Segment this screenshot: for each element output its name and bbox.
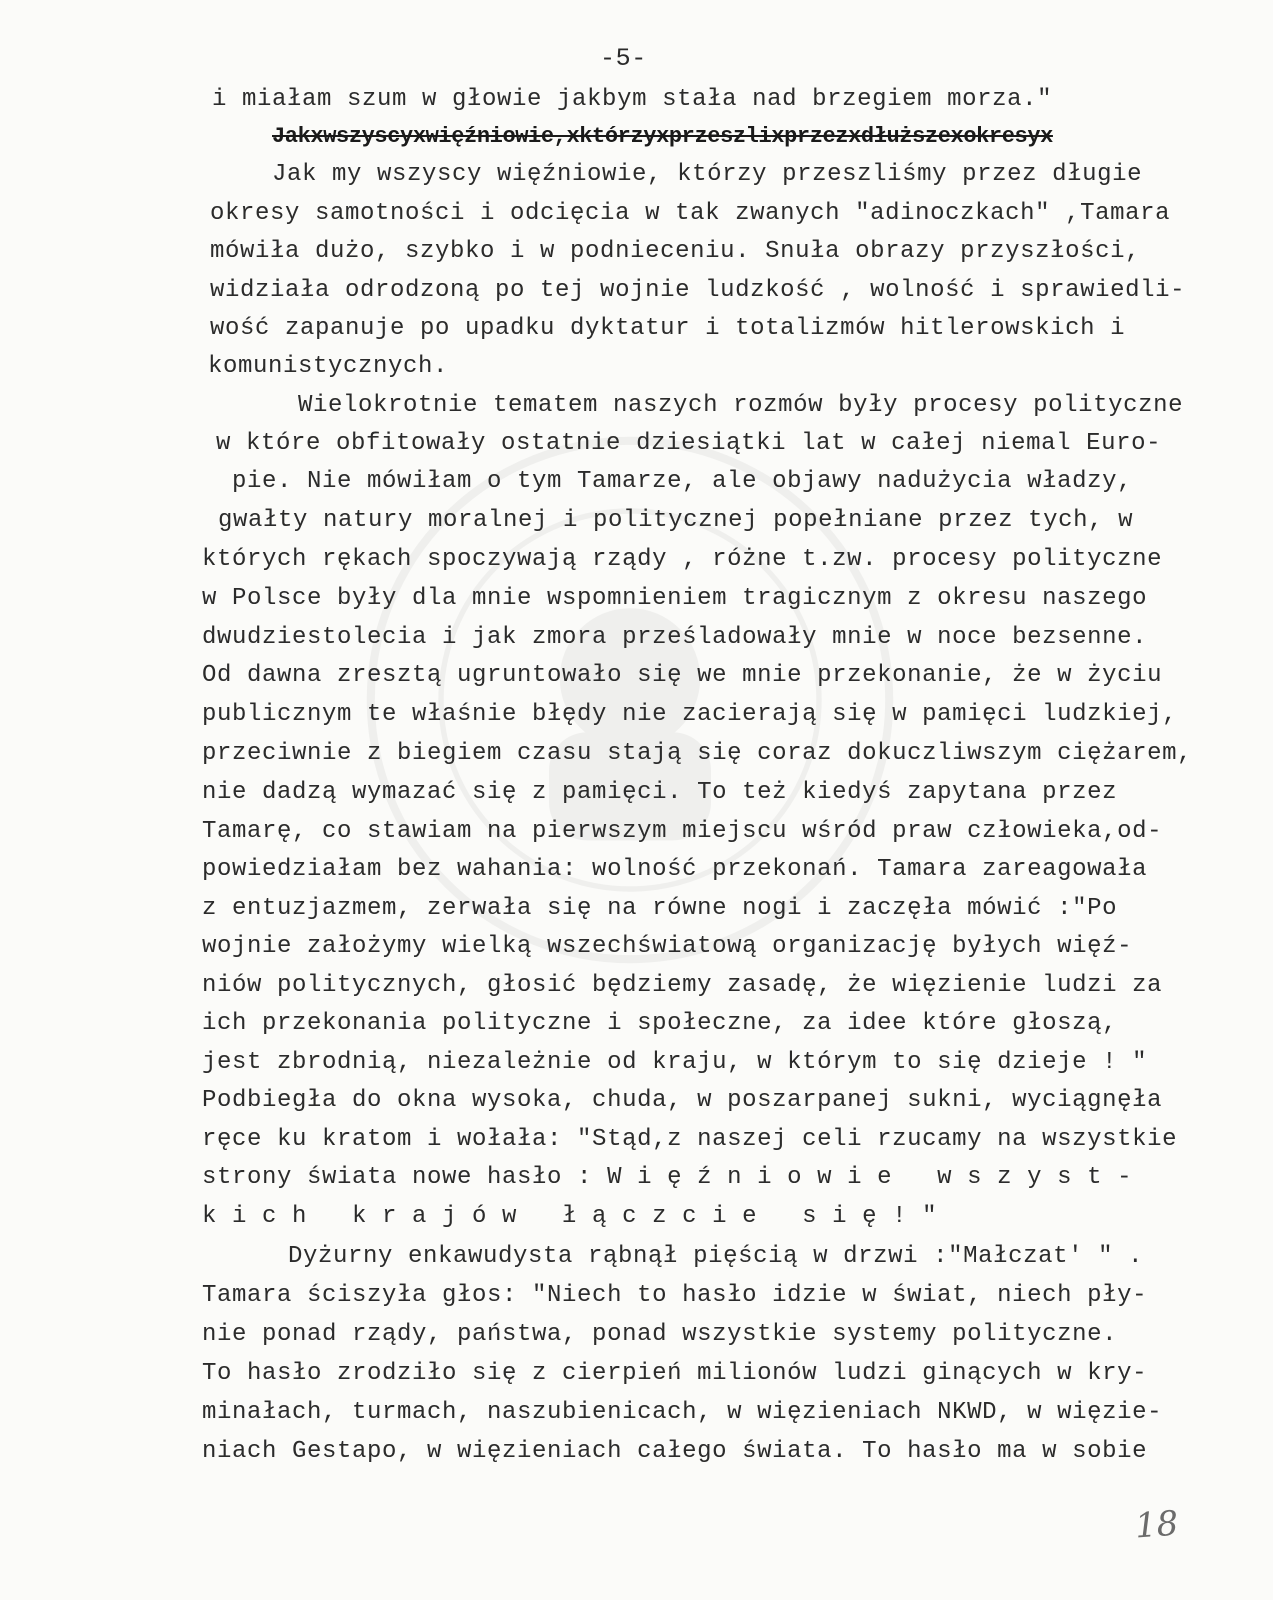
text-line: nie dadzą wymazać się z pamięci. To też kiedyś zapytana przez xyxy=(202,779,1118,806)
text-line: dwudziestolecia i jak zmora prześladowały mnie w noce bezsenne. xyxy=(202,624,1148,651)
text-line: komunistycznych. xyxy=(208,353,449,380)
text-line: i miałam szum w głowie jakbym stała nad brzegiem morza." xyxy=(212,86,1053,113)
text-line: wość zapanuje po upadku dyktatur i totalizmów hitlerowskich i xyxy=(210,315,1126,342)
text-line: gwałty natury moralnej i politycznej popełniane przez tych, w xyxy=(218,507,1134,534)
text-line: Tamara ściszyła głos: "Niech to hasło idzie w świat, niech pły- xyxy=(202,1282,1148,1309)
text-line: przeciwnie z biegiem czasu stają się coraz dokuczliwszym ciężarem, xyxy=(202,740,1193,767)
text-line: wojnie założymy wielką wszechświatową organizację byłych więź- xyxy=(202,933,1133,960)
text-line: nie ponad rządy, państwa, ponad wszystkie systemy polityczne. xyxy=(202,1321,1118,1348)
text-line: widziała odrodzoną po tej wojnie ludzkość , wolność i sprawiedli- xyxy=(210,277,1186,304)
text-line: minałach, turmach, naszubienicach, w więzieniach NKWD, w więzie- xyxy=(202,1399,1163,1426)
text-line: publicznym te właśnie błędy nie zacierają się w pamięci ludzkiej, xyxy=(202,701,1178,728)
text-line: niach Gestapo, w więzieniach całego świata. To hasło ma w sobie xyxy=(202,1438,1148,1465)
text-line: powiedziałam bez wahania: wolność przekonań. Tamara zareagowała xyxy=(202,856,1148,883)
text-line: z entuzjazmem, zerwała się na równe nogi i zaczęła mówić :"Po xyxy=(202,895,1118,922)
text-line: strony świata nowe hasło : W i ę ź n i o w i e w s z y s t - xyxy=(202,1164,1133,1191)
text-line: jest zbrodnią, niezależnie od kraju, w którym to się dzieje ! " xyxy=(202,1049,1148,1076)
text-line: pie. Nie mówiłam o tym Tamarze, ale objawy nadużycia władzy, xyxy=(232,468,1133,495)
text-line: Dyżurny enkawudysta rąbnął pięścią w drzwi :"Małczat' " . xyxy=(288,1243,1144,1270)
text-line: których rękach spoczywają rządy , różne t.zw. procesy polityczne xyxy=(202,546,1163,573)
text-line: ich przekonania polityczne i społeczne, za idee które głoszą, xyxy=(202,1010,1118,1037)
text-line: Podbiegła do okna wysoka, chuda, w poszarpanej sukni, wyciągnęła xyxy=(202,1087,1163,1114)
text-line: k i c h k r a j ó w ł ą c z c i e s i ę ! " xyxy=(202,1203,938,1230)
text-line: Jak my wszyscy więźniowie, którzy przeszliśmy przez długie xyxy=(272,161,1143,188)
text-line: ręce ku kratom i wołała: "Stąd,z naszej celi rzucamy na wszystkie xyxy=(202,1126,1178,1153)
text-line: To hasło zrodziło się z cierpień milionów ludzi ginących w kry- xyxy=(202,1360,1148,1387)
text-line: w które obfitowały ostatnie dziesiątki lat w całej niemal Euro- xyxy=(216,430,1162,457)
text-line: Od dawna zresztą ugruntowało się we mnie przekonanie, że w życiu xyxy=(202,662,1163,689)
text-line: Tamarę, co stawiam na pierwszym miejscu wśród praw człowieka,od- xyxy=(202,818,1163,845)
text-line: niów politycznych, głosić będziemy zasadę, że więzienie ludzi za xyxy=(202,972,1163,999)
struck-through-line: Jakxwszyscyxwięźniowie,xktórzyxprzeszlixprzezxdłuższexokresyx xyxy=(272,124,1053,149)
text-line: mówiła dużo, szybko i w podnieceniu. Snuła obrazy przyszłości, xyxy=(210,238,1141,265)
handwritten-page-number: 18 xyxy=(1133,1503,1180,1547)
page-number: -5- xyxy=(600,44,647,73)
text-line: okresy samotności i odcięcia w tak zwanych "adinoczkach" ,Tamara xyxy=(210,200,1171,227)
text-line: Wielokrotnie tematem naszych rozmów były procesy polityczne xyxy=(298,392,1184,419)
text-line: w Polsce były dla mnie wspomnieniem tragicznym z okresu naszego xyxy=(202,585,1148,612)
